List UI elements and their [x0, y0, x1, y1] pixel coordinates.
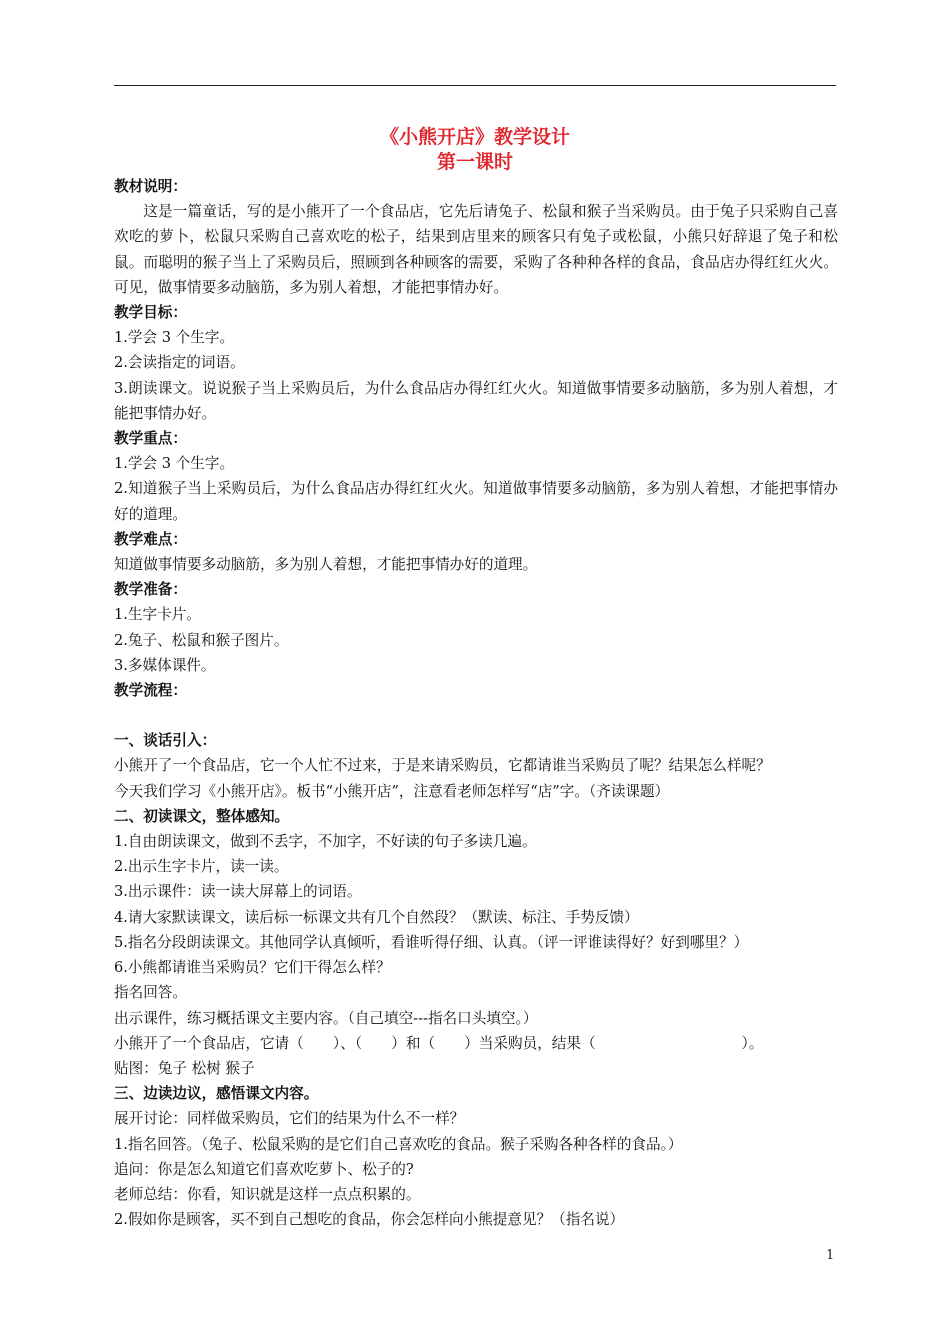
section-heading: 教学重点： [114, 430, 187, 448]
list-item: 3.朗读课文。说说猴子当上采购员后，为什么食品店办得红红火火。知道做事情要多动脑筋，多为别人着想，才能把事情办好。 [114, 379, 838, 422]
page-number: 1 [826, 1248, 835, 1263]
list-item: 2.出示生字卡片，读一读。 [114, 858, 289, 876]
list-item: 3.出示课件：读一读大屏幕上的词语。 [114, 883, 362, 901]
paragraph: 知道做事情要多动脑筋，多为别人着想，才能把事情办好的道理。 [114, 556, 538, 574]
list-item: 2.假如你是顾客，买不到自己想吃的食品，你会怎样向小熊提意见？（指名说） [114, 1211, 625, 1229]
list-item: 6.小熊都请谁当采购员？它们干得怎么样？ [114, 959, 391, 977]
section-heading: 教学难点： [114, 530, 187, 548]
section-heading: 二、初读课文，整体感知。 [114, 807, 290, 825]
section-heading: 教学准备： [114, 581, 187, 599]
list-item: 1.自由朗读课文，做到不丢字，不加字，不好读的句子多读几遍。 [114, 833, 537, 851]
list-item: 贴图：兔子 松树 猴子 [114, 1059, 255, 1077]
paragraph: 今天我们学习《小熊开店》。板书“小熊开店”，注意看老师怎样写“店”字。（齐读课题） [114, 782, 670, 800]
paragraph: 小熊开了一个食品店，它一个人忙不过来，于是来请采购员，它都请谁当采购员了呢？结果怎么样呢？ [114, 757, 771, 775]
list-item: 1.学会 3 个生字。 [114, 329, 235, 347]
section-heading: 教学目标： [114, 304, 187, 322]
list-item: 展开讨论：同样做采购员，它们的结果为什么不一样？ [114, 1110, 465, 1128]
list-item: 5.指名分段朗读课文。其他同学认真倾听，看谁听得仔细、认真。（评一评谁读得好？好到哪里？） [114, 933, 749, 951]
list-item: 老师总结：你看，知识就是这样一点点积累的。 [114, 1185, 421, 1203]
list-item: 2.会读指定的词语。 [114, 354, 245, 372]
list-item: 指名回答。 [114, 984, 187, 1002]
section-heading: 三、边读边议，感悟课文内容。 [114, 1085, 319, 1103]
list-item: 小熊开了一个食品店，它请（ ）、（ ）和（ ）当采购员，结果（ ）。 [114, 1034, 764, 1052]
list-item: 1.学会 3 个生字。 [114, 455, 235, 473]
list-item: 4.请大家默读课文，读后标一标课文共有几个自然段？（默读、标注、手势反馈） [114, 908, 639, 926]
header-rule [114, 85, 836, 86]
list-item: 1.指名回答。（兔子、松鼠采购的是它们自己喜欢吃的食品。猴子采购各种各样的食品。） [114, 1135, 683, 1153]
section-heading: 教学流程： [114, 682, 187, 700]
document-title: 《小熊开店》教学设计 [379, 126, 570, 148]
list-item: 出示课件，练习概括课文主要内容。（自己填空---指名口头填空。） [114, 1009, 538, 1027]
list-item: 追问：你是怎么知道它们喜欢吃萝卜、松子的? [114, 1160, 414, 1178]
spacer [114, 703, 838, 728]
document-body [114, 174, 838, 1232]
list-item: 2.兔子、松鼠和猴子图片。 [114, 631, 289, 649]
list-item: 3.多媒体课件。 [114, 656, 216, 674]
document-subtitle: 第一课时 [436, 151, 513, 173]
list-item: 2.知道猴子当上采购员后，为什么食品店办得红红火火。知道做事情要多动脑筋，多为别人着想，才能把事情办好的道理。 [114, 480, 838, 523]
paragraph: 这是一篇童话，写的是小熊开了一个食品店，它先后请兔子、松鼠和猴子当采购员。由于兔子只采购自己喜欢吃的萝卜，松鼠只采购自己喜欢吃的松子，结果到店里来的顾客只有兔子或松鼠，小熊只好辞退了兔子和松鼠。而聪明的猴子当上了采购员后，照顾到各种顾客的需要，采购了各种种各样的食品，食品店办得红红火火。可见，做事情要多动脑筋，多为别人着想，才能把事情办好。 [114, 203, 838, 296]
section-heading: 教材说明： [114, 178, 187, 195]
section-heading: 一、谈话引入： [114, 732, 217, 750]
list-item: 1.生字卡片。 [114, 606, 201, 624]
